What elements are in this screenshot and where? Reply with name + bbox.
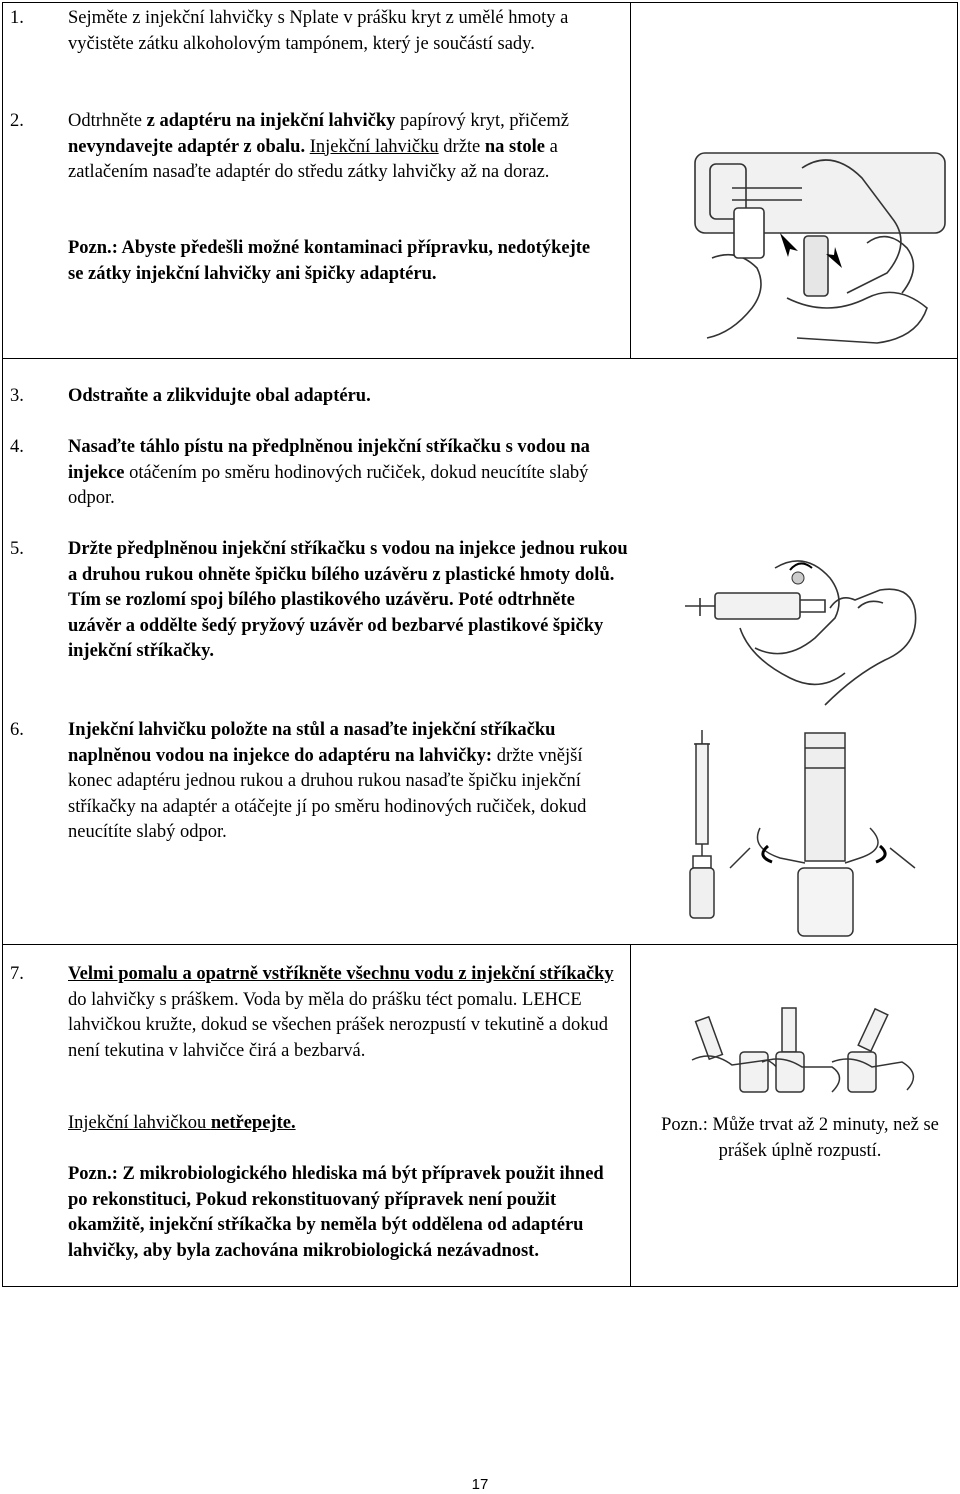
- step-5-text: Držte předplněnou injekční stříkačku s vodou na injekce jednou rukou a druhou rukou ohněte špičku bílého uzávěru z plastické hmoty dolů. Tím se rozlomí spoj bílého plastikového uzávěru. Poté odtrhněte uzávěr a oddělte šedý pryžový uzávěr od bezbarvé plastikové špičky injekční stříkačky.: [68, 539, 628, 661]
- step-2-note: Pozn.: Abyste předešli možné kontaminaci přípravku, nedotýkejte se zátky injekční lahvičky ani špičky adaptéru.: [68, 238, 591, 284]
- step-7-side-note: Pozn.: Může trvat až 2 minuty, než se prášek úplně rozpustí.: [661, 1115, 939, 1161]
- syringe-adapter-illustration: [680, 728, 942, 940]
- step-4-text: Nasaďte táhlo pístu na předplněnou injekční stříkačku s vodou na injekce otáčením po směru hodinových ručiček, dokud neucítíte slabý odpor.: [68, 437, 590, 508]
- step-2-text: Odtrhněte z adaptéru na injekční lahvičky papírový kryt, přičemž nevyndavejte adaptér z obalu. Injekční lahvičku držte na stole a zatlačením nasaďte adaptér do středu zátky lahvičky až na doraz.: [68, 111, 569, 182]
- step-7-note: Pozn.: Z mikrobiologického hlediska má být přípravek použit ihned po rekonstituci, Pokud rekonstituovaný přípravek není použit okamžitě, injekční stříkačka by neměla být oddělena od adaptéru lahvičky, aby byla zachována mikrobiologická nezávadnost.: [68, 1164, 604, 1261]
- step-6-number: 6.: [10, 720, 24, 740]
- page-number: 17: [471, 1476, 489, 1493]
- step-7-warning: Injekční lahvičkou netřepejte.: [68, 1113, 296, 1133]
- step-7-text: Velmi pomalu a opatrně vstříkněte všechnu vodu z injekční stříkačky do lahvičky s práškem. Voda by měla do prášku téct pomalu. LEHCE lahvičkou kružte, dokud se všechen prášek nerozpustí v tekutině a dokud není tekutina v lahvičce čirá a bezbarvá.: [68, 964, 614, 1061]
- step-5-number: 5.: [10, 539, 24, 559]
- step-1-number: 1.: [10, 8, 24, 28]
- step-3-text: Odstraňte a zlikvidujte obal adaptéru.: [68, 386, 371, 406]
- step-1-text: Sejměte z injekční lahvičky s Nplate v prášku kryt z umělé hmoty a vyčistěte zátku alkoholovým tampónem, který je součástí sady.: [68, 8, 569, 54]
- step-4-number: 4.: [10, 437, 24, 457]
- adapter-attach-illustration: [692, 148, 950, 348]
- swirl-vial-illustration: [672, 1000, 948, 1100]
- step-6-text: Injekční lahvičku položte na stůl a nasaďte injekční stříkačku naplněnou vodou na injekce do adaptéru na lahvičky: držte vnější konec adaptéru jednou rukou a druhou rukou nasaďte špičku injekční stříkačky na adaptér a otáčejte jí po směru hodinových ručiček, dokud neucítíte slabý odpor.: [68, 720, 587, 842]
- step-2-number: 2.: [10, 111, 24, 131]
- syringe-cap-illustration: [680, 548, 950, 710]
- step-3-number: 3.: [10, 386, 24, 406]
- step-7-number: 7.: [10, 964, 24, 984]
